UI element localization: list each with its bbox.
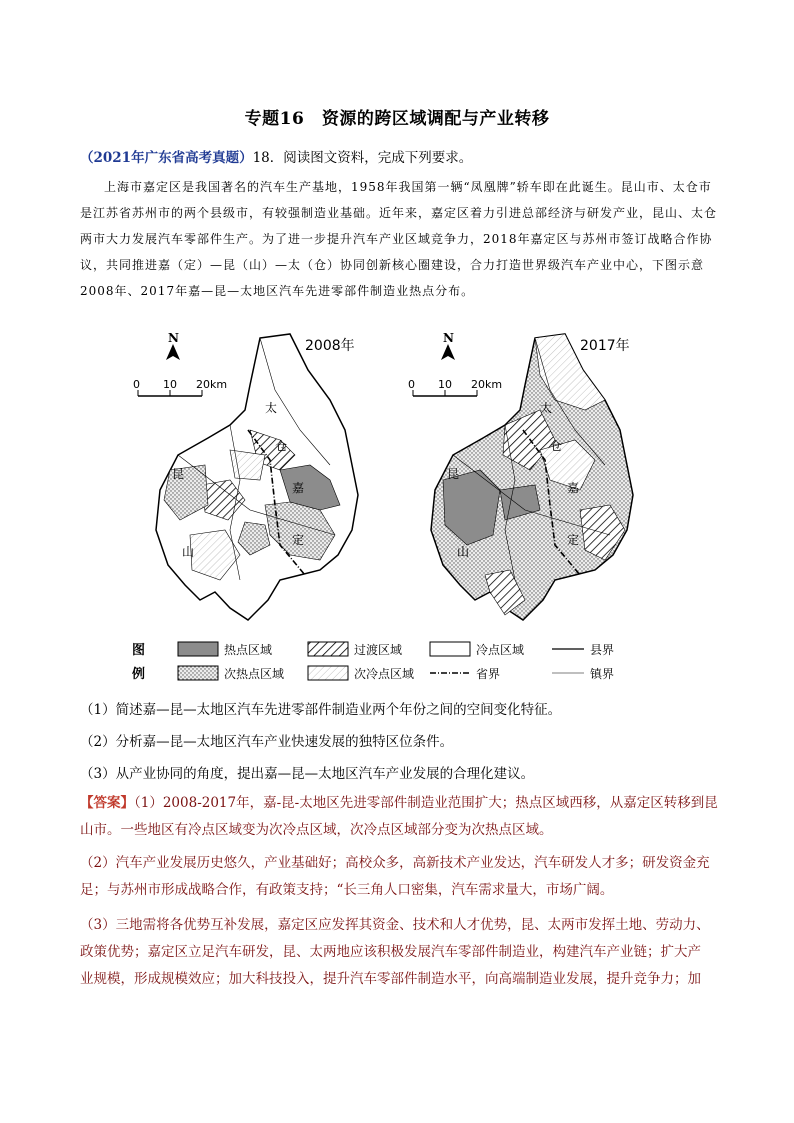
label-tai-2017: 太 <box>540 401 553 415</box>
label-jia-2017: 嘉 <box>567 481 580 495</box>
answer-3-line-2: 政策优势；嘉定区立足汽车研发，昆、太两地应该积极发展汽车零部件制造业，构建汽车产业链；扩大产 <box>80 944 701 960</box>
map-figure <box>130 330 690 690</box>
map-2017-year: 2017年 <box>580 338 630 354</box>
material-paragraph: 上海市嘉定区是我国著名的汽车生产基地，1958年我国第一辆“凤凰牌”轿车即在此诞生。昆山市、太仓市是江苏省苏州市的两个县级市，有较强制造业基础。近年来，嘉定区着力引进总部经济与研发产业，昆山、太仓两市大力发展汽车零部件生产。为了进一步提升汽车产业区域竞争力，2018年嘉定区与苏州市签订战略合作协议，共同推进嘉（定）—昆（山）—太（仓）协同创新核心圈建设，合力打造世界级汽车产业中心，下图示意2008年、2017年嘉—昆—太地区汽车先进零部件制造业热点分布。 <box>80 180 718 298</box>
question-1: （1）简述嘉—昆—太地区汽车先进零部件制造业两个年份之间的空间变化特征。 <box>80 702 562 718</box>
label-ding-2008: 定 <box>292 533 305 547</box>
answer-2-line-2: 足；与苏州市形成战略合作，有政策支持；“长三角人口密集，汽车需求量大，市场广阔。 <box>80 882 614 898</box>
page-title: 专题16 资源的跨区域调配与产业转移 <box>244 109 550 129</box>
legend-head-2: 例 <box>132 667 146 682</box>
legend-swatch-subcold <box>308 666 348 680</box>
scale-2017-tick-20: 20km <box>471 378 503 391</box>
legend-county-border: 县界 <box>590 643 615 657</box>
legend-transition: 过渡区域 <box>354 643 403 657</box>
label-ding-2017: 定 <box>567 533 580 547</box>
label-shan-2017: 山 <box>457 545 470 559</box>
scale-2008-tick-0: 0 <box>133 378 140 391</box>
map-svg <box>130 330 690 690</box>
legend-province-border: 省界 <box>476 667 501 681</box>
scale-2008-tick-10: 10 <box>163 378 177 391</box>
answer-tag: 【答案】 <box>80 795 134 811</box>
map-2017 <box>408 331 633 620</box>
scale-2017-tick-10: 10 <box>438 378 452 391</box>
legend-swatch-hot <box>178 642 218 656</box>
scale-2008-tick-20: 20km <box>196 378 228 391</box>
answer-2 <box>80 850 740 904</box>
legend-cold: 冷点区域 <box>476 643 525 657</box>
legend-swatch-transition <box>308 642 348 656</box>
question-2: （2）分析嘉—昆—太地区汽车产业快速发展的独特区位条件。 <box>80 734 454 750</box>
map-legend <box>132 642 614 682</box>
north-arrow-2017-icon <box>441 344 455 360</box>
label-cang-2008: 仓 <box>275 439 288 453</box>
map-2008-year: 2008年 <box>305 338 355 354</box>
answer-1-line-2: 山市。一些地区有冷点区域变为次冷点区域，次冷点区域部分变为次热点区域。 <box>80 822 553 838</box>
legend-swatch-subhot <box>178 666 218 680</box>
legend-sub-cold: 次冷点区域 <box>354 667 415 681</box>
legend-sub-hot: 次热点区域 <box>224 667 285 681</box>
question-header <box>80 146 472 166</box>
answer-1 <box>80 790 740 844</box>
legend-swatch-cold <box>430 642 470 656</box>
label-kun-2008: 昆 <box>172 467 185 481</box>
answer-1-line-1: （1）2008-2017年，嘉-昆-太地区先进零部件制造业范围扩大；热点区域西移，从嘉定区转移到昆 <box>134 795 718 811</box>
legend-town-border: 镇界 <box>590 667 615 681</box>
answer-2-line-1: （2）汽车产业发展历史悠久，产业基础好；高校众多，高新技术产业发达，汽车研发人才多；研发资金充 <box>80 855 710 871</box>
answer-3-line-1: （3）三地需将各优势互补发展，嘉定区应发挥其资金、技术和人才优势，昆、太两市发挥土地、劳动力、 <box>80 917 710 933</box>
answer-3 <box>80 912 740 993</box>
scale-2017-tick-0: 0 <box>408 378 415 391</box>
label-kun-2017: 昆 <box>447 467 460 481</box>
label-shan-2008: 山 <box>182 545 195 559</box>
label-jia-2008: 嘉 <box>292 481 305 495</box>
legend-head-1: 图 <box>132 643 146 658</box>
question-source: （2021年广东省高考真题） <box>80 150 253 166</box>
map-2008 <box>133 331 358 620</box>
label-cang-2017: 仓 <box>550 439 563 453</box>
question-intro: 18．阅读图文资料，完成下列要求。 <box>252 150 473 166</box>
legend-hot: 热点区域 <box>224 643 273 657</box>
north-arrow-2008-label: N <box>168 331 179 345</box>
question-3: （3）从产业协同的角度，提出嘉—昆—太地区汽车产业发展的合理化建议。 <box>80 766 535 782</box>
answer-3-line-3: 业规模，形成规模效应；加大科技投入，提升汽车零部件制造水平，向高端制造业发展，提升竞争力；加 <box>80 971 701 987</box>
north-arrow-2017-label: N <box>443 331 454 345</box>
label-tai-2008: 太 <box>265 401 278 415</box>
north-arrow-2008-icon <box>166 344 180 360</box>
